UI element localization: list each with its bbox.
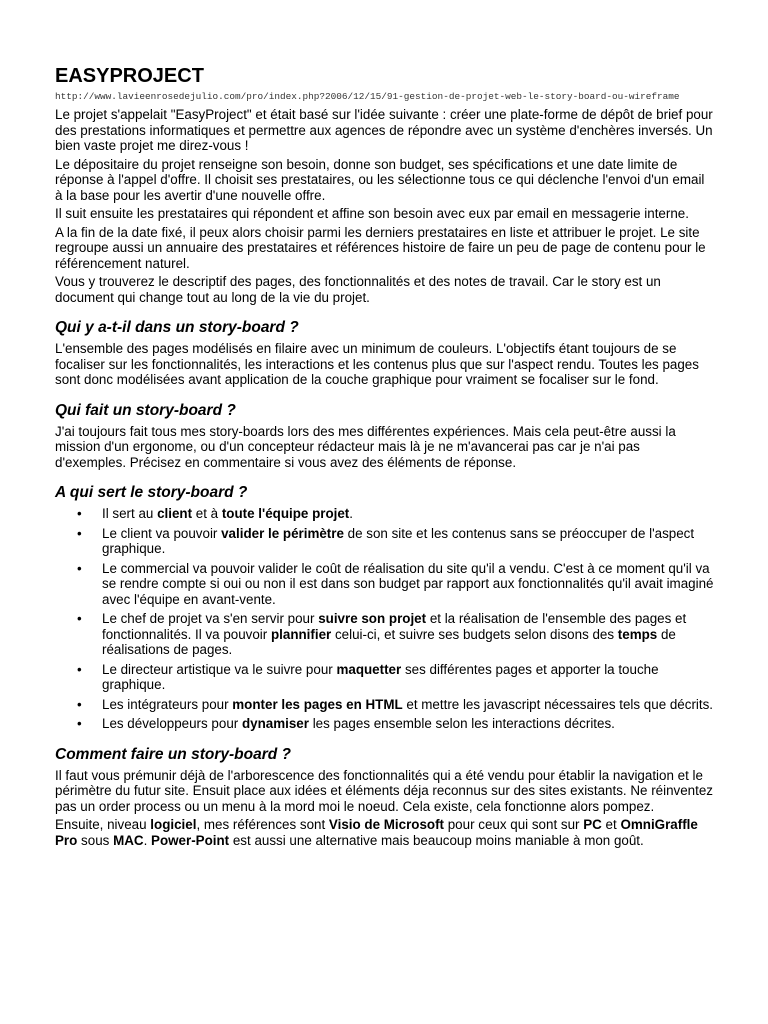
- intro-paragraph: A la fin de la date fixé, il peux alors choisir parmi les derniers prestataires en liste et attribuer le projet. Le site regroupe aussi un annuaire des prestataires et références histoire de faire un peu de page de contenu pour le référencement naturel.: [55, 224, 706, 271]
- bullet-icon: •: [77, 560, 82, 576]
- list-item: • Le directeur artistique va le suivre pour maquetter ses différentes pages et apporter la touche graphique.: [77, 661, 659, 692]
- list-item: • Le chef de projet va s'en servir pour suivre son projet et la réalisation de l'ensemble des pages et fonctionnalités. Il va pouvoir plannifier celui-ci, et suivre ses budgets selon disons des temps de réalisations de pages.: [77, 611, 687, 657]
- intro-paragraph: Le dépositaire du projet renseigne son besoin, donne son budget, ses spécifications et une date limite de réponse à l'appel d'offre. Il choisit ses prestataires, ou les sélectionne tous ce qui déclenche l'envoi d'un email à la base pour les avertir d'une nouvelle offre.: [55, 156, 705, 203]
- software-paragraph: Ensuite, niveau logiciel, mes références sont Visio de Microsoft pour ceux qui sont sur PC et OmniGraffle Pro sous MAC. Power-Point est aussi une alternative mais beaucoup moins maniable à mon goût.: [55, 817, 698, 848]
- bullet-icon: •: [77, 696, 82, 712]
- intro-paragraph: Il suit ensuite les prestataires qui répondent et affine son besoin avec eux par email en messagerie interne.: [55, 206, 689, 221]
- bullet-icon: •: [77, 611, 82, 626]
- document-title: EASYPROJECT: [55, 65, 204, 87]
- list-item: • Le client va pouvoir valider le périmètre de son site et les contenus sans se préoccuper de l'aspect graphique.: [77, 525, 695, 556]
- list-item: • Les intégrateurs pour monter les pages en HTML et mettre les javascript nécessaires tels que décrits.: [77, 696, 714, 712]
- section-paragraph: L'ensemble des pages modélisés en filaire avec un minimum de couleurs. L'objectifs étant toujours de se focaliser sur les fonctionnalités, les interactions et les contenus plus que sur l'aspect rendu. Toutes les pages sont donc modélisées avant application de la couche graphique pour vraiment se focaliser sur le fond.: [55, 341, 699, 387]
- list-item: • Il sert au client et à toute l'équipe projet.: [77, 506, 353, 521]
- section-paragraph: Il faut vous prémunir déjà de l'arborescence des fonctionnalités qui a été vendu pour établir la navigation et le périmètre du futur site. Ensuit place aux idées et éléments déja reconnus sur des sites existants. Ne réinventez pas un order process ou un menu à la mord moi le noeud. Cela existe, cela fonctionne alors pompez.: [55, 767, 713, 814]
- section-heading: Qui fait un story-board ?: [55, 401, 236, 419]
- list-item: • Les développeurs pour dynamiser les pages ensemble selon les interactions décrites.: [77, 716, 615, 731]
- bullet-icon: •: [77, 525, 82, 541]
- source-url[interactable]: http://www.lavieenrosedejulio.com/pro/index.php?2006/12/15/91-gestion-de-projet-web-le-story-board-ou-wireframe: [55, 91, 680, 102]
- intro-paragraph: Vous y trouverez le descriptif des pages, des fonctionnalités et des notes de travail. Car le story est un document qui change tout au long de la vie du projet.: [55, 274, 661, 305]
- section-paragraph: J'ai toujours fait tous mes story-boards lors des mes différentes expériences. Mais cela peut-être aussi la mission d'un ergonome, ou d'un concepteur rédacteur mais là je ne m'avancerai pas car je n'ai pas d'exemples. Précisez en commentaire si vous avez des éléments de réponse.: [55, 423, 676, 470]
- story-board-uses-list: [55, 506, 714, 732]
- bullet-icon: •: [77, 716, 82, 731]
- section-heading: Qui y a-t-il dans un story-board ?: [55, 319, 299, 336]
- intro-paragraph: Le projet s'appelait "EasyProject" et était basé sur l'idée suivante : créer une plate-forme de dépôt de brief pour des prestations informatiques et permettre aux agences de répondre avec un système d'enchères inversés. Un bien vaste projet me direz-vous !: [55, 107, 713, 153]
- section-heading: Comment faire un story-board ?: [55, 745, 291, 763]
- bullet-icon: •: [77, 506, 82, 521]
- bullet-icon: •: [77, 661, 82, 677]
- section-heading: A qui sert le story-board ?: [55, 484, 248, 501]
- list-item: • Le commercial va pouvoir valider le coût de réalisation du site qu'il a vendu. C'est à ce moment qu'il va se rendre compte si oui ou non il est dans son budget par rapport aux fonctionnalités qu'il avait imaginé avec l'équipe en avant-vente.: [77, 560, 714, 607]
